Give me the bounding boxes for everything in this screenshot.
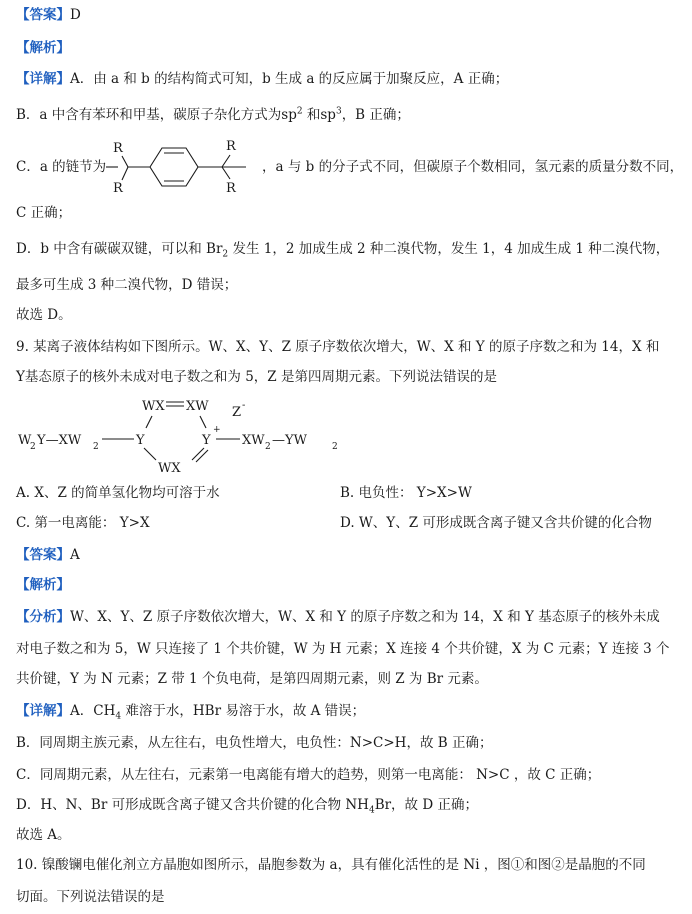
- detail-d-pre: D．b 中含有碳碳双键，可以和 Br: [16, 241, 223, 257]
- r-label-bottom-right: R: [226, 181, 236, 196]
- q9-detail-d: [16, 796, 478, 814]
- q9-choose: [16, 826, 71, 844]
- q9-stem1: 9. 某离子液体结构如下图所示。W、X、Y、Z 原子序数依次增大，W、X 和 Y 的原子序数之和为 14，X 和: [16, 339, 660, 355]
- fenxi2-text: 对电子数之和为 5，W 只连接了 1 个共价键，W 为 H 元素；X 连接 4 个共价键，X 为 C 元素；Y 连接 3 个: [16, 641, 670, 657]
- detail-tag: 【详解】: [16, 71, 70, 87]
- q10-stem1: 10. 镍酸镧电催化剂立方晶胞如图所示，晶胞参数为 a，具有催化活性的是 Ni ，图①和图②是晶胞的不同: [16, 857, 646, 873]
- detail-c-pre: C．a 的链节为: [16, 159, 107, 175]
- ring-bottom: WX: [158, 461, 181, 476]
- detail-d-sub: 4: [368, 805, 375, 816]
- q9-option-c: [16, 514, 150, 532]
- detail-c-text: C．同周期元素，从左往右，元素第一电离能有增大的趋势，则第一电离能： N>C ，故 C 正确；: [16, 767, 601, 783]
- choose-text: 故选 A。: [16, 827, 71, 843]
- choose-text: 故选 D。: [16, 307, 72, 323]
- option-a-text: A. X、Z 的简单氢化物均可溶于水: [16, 485, 220, 501]
- answer-tag: 【答案】: [16, 7, 70, 23]
- q9-stem2: Y基态原子的核外未成对电子数之和为 5，Z 是第四周期元素。下列说法错误的是: [16, 369, 497, 385]
- detail-tag: 【详解】: [16, 703, 70, 719]
- detail-b-mid: 和sp: [302, 107, 336, 123]
- detail-d-pre: D．H、N、Br 可形成既含离子键又含共价键的化合物 NH: [16, 797, 369, 813]
- q8-answer-line: [16, 6, 81, 24]
- detail-d-post: Br，故 D 正确；: [374, 797, 478, 813]
- q8-detail-d2: [16, 276, 237, 294]
- q9-option-d: [340, 514, 652, 532]
- ring-left-y: Y: [136, 433, 145, 448]
- left-chain-w: W: [18, 433, 32, 448]
- detail-d-sub: 2: [222, 249, 229, 260]
- q9-fenxi-line3: [16, 670, 488, 688]
- q9-stem-line2: [16, 368, 497, 386]
- answer-value: D: [70, 7, 81, 23]
- ring-top-right: XW: [186, 399, 209, 414]
- polymer-repeat-unit-structure: [106, 134, 262, 200]
- detail-a-post: 难溶于水，HBr 易溶于水，故 A 错误；: [121, 703, 366, 719]
- q9-analysis-tag-line: [16, 576, 70, 594]
- detail-d-post: 发生 1，2 加成生成 2 种二溴代物，发生 1，4 加成生成 1 种二溴代物，: [228, 241, 670, 257]
- right-chain-xw: XW: [242, 433, 265, 448]
- q9-detail-a: [16, 702, 365, 720]
- q9-detail-c: [16, 766, 600, 784]
- detail-c-post: ，a 与 b 的分子式不同，但碳原子个数相同，氢元素的质量分数不同，: [262, 159, 684, 175]
- q9-stem-line1: [16, 338, 659, 356]
- q8-analysis-tag-line: [16, 39, 70, 57]
- r-label-top-right: R: [226, 139, 236, 154]
- left-chain-sub1: 2: [30, 442, 36, 452]
- option-d-text: D. W、Y、Z 可形成既含离子键又含共价键的化合物: [340, 515, 652, 531]
- ring-right-y: Y: [202, 433, 211, 448]
- fenxi3-text: 共价键，Y 为 N 元素；Z 带 1 个负电荷，是第四周期元素，则 Z 为 Br 元素。: [16, 671, 488, 687]
- anion-charge: -: [242, 400, 246, 411]
- detail-a-pre: A．CH: [70, 703, 116, 719]
- q10-stem-line2: [16, 888, 165, 906]
- q9-option-b: [340, 484, 472, 502]
- left-chain-rest: Y—XW: [37, 433, 82, 448]
- q10-stem-line1: [16, 856, 646, 874]
- analysis-tag: 【解析】: [16, 40, 70, 56]
- option-c-text: C. 第一电离能： Y>X: [16, 515, 150, 531]
- detail-b-sup1: 2: [296, 106, 303, 117]
- detail-c2-text: C 正确；: [16, 205, 72, 221]
- answer-tag: 【答案】: [16, 547, 70, 563]
- left-chain-sub2: 2: [93, 442, 99, 452]
- detail-b-pre: B．a 中含有苯环和甲基，碳原子杂化方式为sp: [16, 107, 297, 123]
- q8-detail-c-pre: [16, 158, 106, 176]
- right-chain-sub2: 2: [332, 442, 338, 452]
- detail-b-text: B．同周期主族元素，从左往右，电负性增大，电负性：N>C>H，故 B 正确；: [16, 735, 493, 751]
- ionic-liquid-structure: [14, 392, 344, 476]
- q8-detail-b: [16, 106, 410, 124]
- fenxi-tag: 【分析】: [16, 609, 70, 625]
- q9-fenxi-line2: [16, 640, 670, 658]
- right-chain-rest: —YW: [272, 433, 307, 448]
- q8-detail-a: [16, 70, 508, 88]
- ring-top-left: WX: [142, 399, 165, 414]
- detail-b-post: ，B 正确；: [341, 107, 410, 123]
- q8-detail-c2: [16, 204, 71, 222]
- detail-d2-text: 最多可生成 3 种二溴代物，D 错误；: [16, 277, 238, 293]
- r-label-top-left: R: [113, 141, 123, 156]
- q9-fenxi-line1: [16, 608, 660, 626]
- answer-value: A: [70, 547, 80, 563]
- anion-z: Z: [232, 405, 242, 420]
- fenxi1-text: W、X、Y、Z 原子序数依次增大，W、X 和 Y 的原子序数之和为 14，X 和 Y 基态原子的核外未成: [70, 609, 660, 625]
- option-b-text: B. 电负性： Y>X>W: [340, 485, 472, 501]
- q9-detail-b: [16, 734, 492, 752]
- q8-detail-d: [16, 240, 669, 258]
- q9-answer-line: [16, 546, 80, 564]
- detail-b-sup2: 3: [335, 106, 342, 117]
- detail-a-text: A．由 a 和 b 的结构简式可知，b 生成 a 的反应属于加聚反应，A 正确；: [70, 71, 509, 87]
- ring-plus: +: [213, 425, 221, 435]
- q8-choose: [16, 306, 72, 324]
- q9-option-a: [16, 484, 220, 502]
- right-chain-sub1: 2: [265, 442, 271, 452]
- q8-detail-c-post: [262, 158, 683, 176]
- analysis-tag: 【解析】: [16, 577, 70, 593]
- detail-a-sub: 4: [115, 711, 122, 722]
- q10-stem2: 切面。下列说法错误的是: [16, 889, 165, 905]
- r-label-bottom-left: R: [113, 181, 123, 196]
